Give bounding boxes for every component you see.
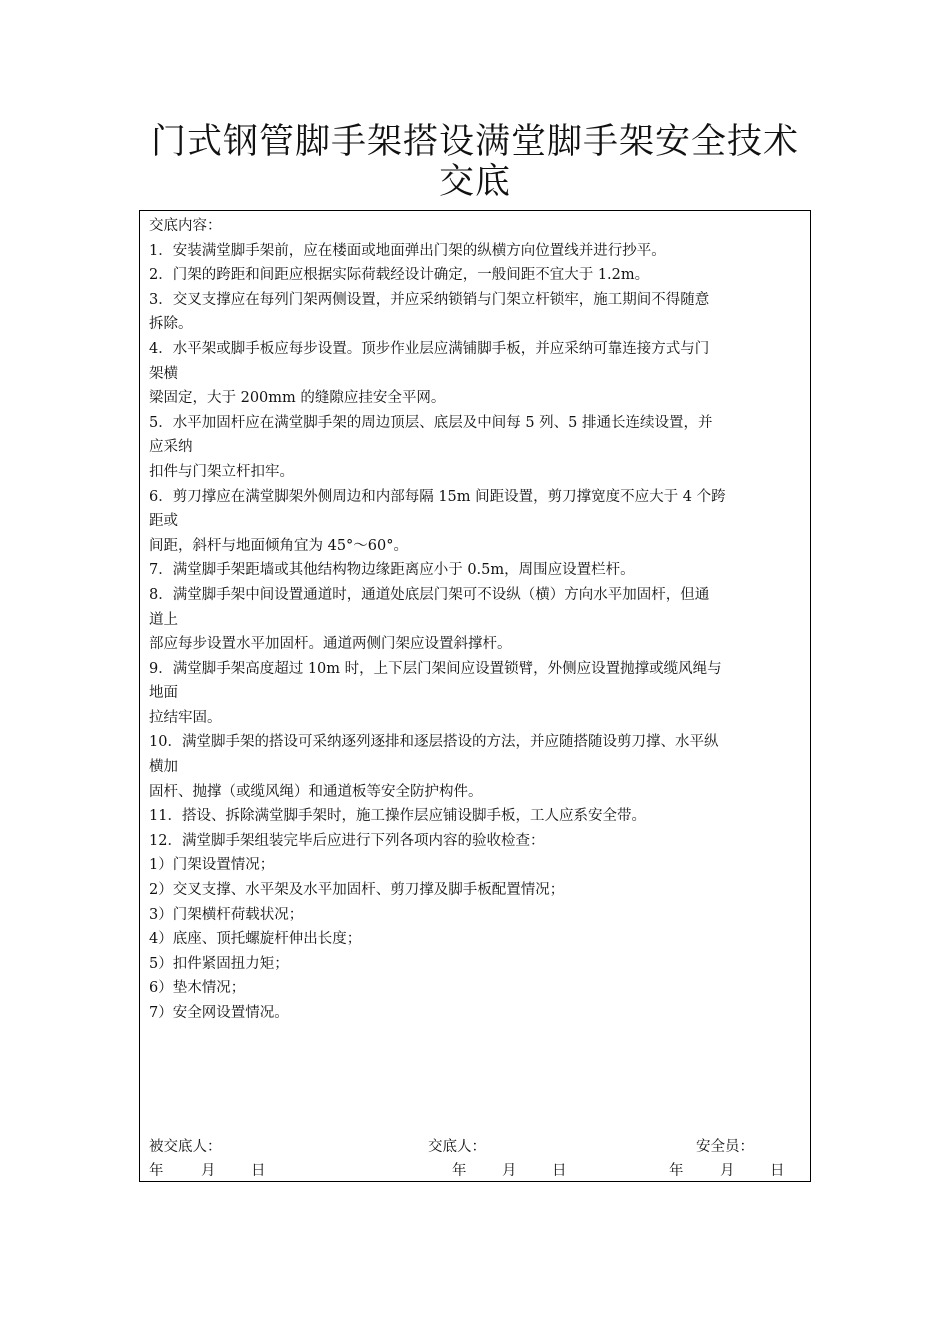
content-line: 1．安装满堂脚手架前，应在楼面或地面弹出门架的纵横方向位置线并进行抄平。	[149, 242, 666, 259]
content-line: 3．交叉支撑应在每列门架两侧设置，并应采纳锁销与门架立杆锁牢，施工期间不得随意	[149, 291, 710, 308]
content-line: 部应每步设置水平加固杆。通道两侧门架应设置斜撑杆。	[149, 636, 512, 653]
content-line: 地面	[149, 685, 178, 702]
content-line: 9．满堂脚手架高度超过 10m 时，上下层门架间应设置锁臂，外侧应设置抛撑或缆风绳与	[149, 660, 722, 677]
content-line: 7）安全网设置情况。	[149, 1005, 289, 1021]
document-title	[120, 122, 830, 202]
giver-label: 交底人：	[428, 1139, 486, 1155]
content-line: 间距，斜杆与地面倾角宜为 45°～60°。	[149, 537, 409, 554]
content-line: 梁固定，大于 200mm 的缝隙应挂安全平网。	[149, 390, 446, 407]
receiver-label: 被交底人：	[149, 1139, 222, 1155]
content-line: 2．门架的跨距和间距应根据实际荷载经设计确定，一般间距不宜大于 1.2m。	[149, 267, 650, 284]
title-line-1: 门式钢管脚手架搭设满堂脚手架安全技术	[150, 122, 799, 162]
safety-date-year: 年	[669, 1163, 684, 1179]
giver-date-day: 日	[552, 1163, 567, 1179]
content-line: 11．搭设、拆除满堂脚手架时，施工操作层应铺设脚手板，工人应系安全带。	[149, 808, 646, 825]
content-line: 8．满堂脚手架中间设置通道时，通道处底层门架可不设纵（横）方向水平加固杆，但通	[149, 586, 710, 603]
disclosure-box	[139, 210, 811, 1182]
title-line-2: 交底	[438, 162, 511, 202]
content-line: 2）交叉支撑、水平架及水平加固杆、剪刀撑及脚手板配置情况；	[149, 882, 565, 899]
content-line: 3）门架横杆荷载状况；	[149, 906, 304, 923]
content-line: 架横	[149, 365, 178, 382]
content-line: 6）垫木情况；	[149, 980, 246, 997]
content-line: 应采纳	[149, 439, 193, 456]
receiver-date-year: 年	[149, 1163, 164, 1179]
content-line: 5）扣件紧固扭力矩；	[149, 955, 289, 972]
content-line: 扣件与门架立杆扣牢。	[149, 463, 294, 480]
safety-officer-label: 安全员：	[696, 1139, 754, 1155]
content-line: 拆除。	[149, 316, 193, 333]
receiver-date-month: 月	[201, 1163, 216, 1179]
content-line: 6．剪刀撑应在满堂脚架外侧周边和内部每隔 15m 间距设置，剪刀撑宽度不应大于 4 个跨	[149, 488, 726, 505]
giver-date-month: 月	[502, 1163, 517, 1179]
safety-date-day: 日	[770, 1163, 785, 1179]
content-line: 1）门架设置情况；	[149, 857, 275, 874]
content-line: 7．满堂脚手架距墙或其他结构物边缘距离应小于 0.5m，周围应设置栏杆。	[149, 562, 635, 579]
content-line: 4）底座、顶托螺旋杆伸出长度；	[149, 931, 362, 948]
safety-date-month: 月	[720, 1163, 735, 1179]
content-line: 4．水平架或脚手板应每步设置。顶步作业层应满铺脚手板，并应采纳可靠连接方式与门	[149, 340, 710, 357]
content-line: 横加	[149, 759, 178, 776]
content-line: 拉结牢固。	[149, 709, 222, 726]
content-line: 10．满堂脚手架的搭设可采纳逐列逐排和逐层搭设的方法，并应随搭随设剪刀撑、水平纵	[149, 734, 719, 751]
content-line: 固杆、抛撑（或缆风绳）和通道板等安全防护构件。	[149, 783, 483, 800]
content-line: 交底内容：	[149, 218, 222, 234]
receiver-date-day: 日	[251, 1163, 266, 1179]
content-line: 12．满堂脚手架组装完毕后应进行下列各项内容的验收检查：	[149, 832, 545, 849]
giver-date-year: 年	[452, 1163, 467, 1179]
content-line: 5．水平加固杆应在满堂脚手架的周边顶层、底层及中间每 5 列、5 排通长连续设置，并	[149, 414, 713, 431]
content-line: 道上	[149, 611, 178, 628]
disclosure-content	[149, 214, 805, 1026]
content-line: 距或	[149, 513, 178, 530]
